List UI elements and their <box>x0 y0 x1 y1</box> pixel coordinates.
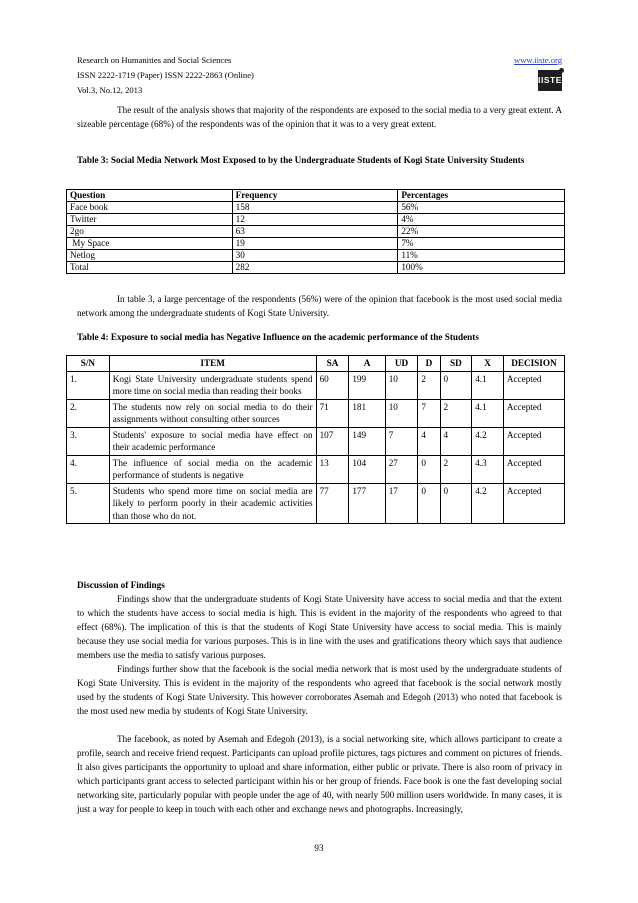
table-cell: 0 <box>440 483 472 524</box>
table-cell: 4. <box>67 455 110 483</box>
table-cell: 60 <box>316 371 349 399</box>
table-cell: 30 <box>232 250 398 262</box>
table-row <box>67 483 565 524</box>
table-row <box>67 214 565 226</box>
logo-dot <box>559 68 564 73</box>
table-cell: Accepted <box>503 427 564 455</box>
table-cell: The students now rely on social media to do their assignments without consulting other sources <box>109 399 316 427</box>
table3-caption: Table 3: Social Media Network Most Exposed to by the Undergraduate Students of Kogi State University Students <box>77 155 525 165</box>
table4-header-item: ITEM <box>109 356 316 372</box>
table-cell: 0 <box>440 371 472 399</box>
paragraph-results: The result of the analysis shows that majority of the respondents are exposed to the social media to a very great extent. A sizeable percentage (68%) of the respondents was of the opinion that it was to a very great extent. <box>77 105 562 129</box>
table-cell: 0 <box>418 483 440 524</box>
table-cell: 7 <box>418 399 440 427</box>
table3 <box>66 189 565 274</box>
table-cell: Accepted <box>503 455 564 483</box>
paragraph-table3-summary: In table 3, a large percentage of the respondents (56%) were of the opinion that facebook is the most used social media network among the undergraduate students of Kogi State University. <box>77 294 562 318</box>
table-cell: 104 <box>349 455 385 483</box>
table-cell: 4.2 <box>472 483 504 524</box>
issn-line: ISSN 2222-1719 (Paper) ISSN 2222-2863 (Online) <box>77 70 254 80</box>
table-cell: Twitter <box>67 214 233 226</box>
table-cell: 282 <box>232 262 398 274</box>
table4-header-sa: SA <box>316 356 349 372</box>
table-cell: Accepted <box>503 483 564 524</box>
table-cell: 63 <box>232 226 398 238</box>
table-cell: Face book <box>67 202 233 214</box>
table-row <box>67 226 565 238</box>
table-cell: 100% <box>398 262 565 274</box>
table-cell: Total <box>67 262 233 274</box>
page-number: 93 <box>314 843 324 853</box>
table-cell: Accepted <box>503 399 564 427</box>
table-cell: 4.1 <box>472 399 504 427</box>
table4-header-a: A <box>349 356 385 372</box>
table-cell: 199 <box>349 371 385 399</box>
table3-header-question: Question <box>67 190 233 202</box>
table4-caption: Table 4: Exposure to social media has Negative Influence on the academic performance of the Students <box>77 332 479 342</box>
table-cell: 2 <box>440 399 472 427</box>
table4 <box>66 355 565 524</box>
table-row <box>67 202 565 214</box>
table4-header-sd: SD <box>440 356 472 372</box>
table-cell: 7 <box>385 427 418 455</box>
table-cell: 4.1 <box>472 371 504 399</box>
table-cell: 71 <box>316 399 349 427</box>
table-cell: Accepted <box>503 371 564 399</box>
journal-title: Research on Humanities and Social Sciences <box>77 55 232 65</box>
table-cell: 3. <box>67 427 110 455</box>
discussion-paragraph-3: The facebook, as noted by Asemah and Edegoh (2013), is a social networking site, which allows participant to create a profile, search and receive friend request. Participants can upload profile pictures, tags pictures and comment on pictures of friends. It also gives participants the opportunity to upload and share information, either public or private. There is also room of privacy in which participants grant access to selected participant within his or her group of friends. Face book is one the fast developing social networking site, particularly popular with people under the age of 40, with nearly 500 million users worldwide. In many cases, it is just a way for people to keep in touch with each other and exchange news and photographs. Increasingly, <box>77 734 562 814</box>
table-cell: 149 <box>349 427 385 455</box>
table-row <box>67 250 565 262</box>
table-cell: 27 <box>385 455 418 483</box>
table-cell: 1. <box>67 371 110 399</box>
table-cell: 158 <box>232 202 398 214</box>
table3-header-row <box>67 190 565 202</box>
table-cell: Kogi State University undergraduate students spend more time on social media than reading their books <box>109 371 316 399</box>
table-cell: 2 <box>418 371 440 399</box>
table-cell: 4 <box>418 427 440 455</box>
table-cell: 4% <box>398 214 565 226</box>
discussion-paragraph-1: Findings show that the undergraduate students of Kogi State University have access to social media and that the extent to which the students have access to social media is high. This is evident in the majority of the respondents who agreed to that effect (68%). The implication of this is that the students of Kogi State University have access to social media. This is mainly because they use social media for various purposes. This is in line with the uses and gratifications theory which says that audience members use the media to satisfy various purposes. <box>77 594 562 660</box>
table-row <box>67 455 565 483</box>
table-cell: Students' exposure to social media have effect on their academic performance <box>109 427 316 455</box>
table4-header-sn: S/N <box>67 356 110 372</box>
discussion-paragraph-2: Findings further show that the facebook is the social media network that is most used by the undergraduate students of Kogi State University. This is evident in the majority of the respondents who agreed that facebook is the social network mostly used by the students of Kogi State University. This however corroborates Asemah and Edegoh (2013) who noted that facebook is the most used new media by students of Kogi State University. <box>77 664 562 716</box>
table-cell: 2 <box>440 455 472 483</box>
table-cell: 4 <box>440 427 472 455</box>
table-cell: 181 <box>349 399 385 427</box>
table4-header-decision: DECISION <box>503 356 564 372</box>
table4-header-x: X <box>472 356 504 372</box>
table-cell: The influence of social media on the academic performance of students is negative <box>109 455 316 483</box>
table4-header-ud: UD <box>385 356 418 372</box>
table-cell: 17 <box>385 483 418 524</box>
table-cell: 2go <box>67 226 233 238</box>
table-row <box>67 427 565 455</box>
volume-line: Vol.3, No.12, 2013 <box>77 85 143 95</box>
table-cell: 177 <box>349 483 385 524</box>
table3-header-percentages: Percentages <box>398 190 565 202</box>
page-header <box>77 53 562 98</box>
table-cell: 12 <box>232 214 398 226</box>
table-cell: 0 <box>418 455 440 483</box>
discussion-heading: Discussion of Findings <box>77 580 165 590</box>
table-cell: 19 <box>232 238 398 250</box>
table-cell: 11% <box>398 250 565 262</box>
iiste-logo <box>538 70 562 91</box>
table-cell: Netlog <box>67 250 233 262</box>
table-cell: 107 <box>316 427 349 455</box>
table-row <box>67 262 565 274</box>
table-cell: 22% <box>398 226 565 238</box>
table-cell: 10 <box>385 399 418 427</box>
table4-header-d: D <box>418 356 440 372</box>
table-cell: My Space <box>67 238 233 250</box>
table-cell: 56% <box>398 202 565 214</box>
table-cell: 4.2 <box>472 427 504 455</box>
table-cell: 2. <box>67 399 110 427</box>
table-cell: Students who spend more time on social media are likely to perform poorly in their academic activities than those who do not. <box>109 483 316 524</box>
table4-header-row <box>67 356 565 372</box>
table-row <box>67 399 565 427</box>
table3-header-frequency: Frequency <box>232 190 398 202</box>
table-cell: 7% <box>398 238 565 250</box>
journal-url-link[interactable]: www.iiste.org <box>514 55 562 65</box>
table-cell: 4.3 <box>472 455 504 483</box>
table-cell: 5. <box>67 483 110 524</box>
logo-text: IISTE <box>538 75 562 85</box>
table-cell: 10 <box>385 371 418 399</box>
table-cell: 13 <box>316 455 349 483</box>
table-row <box>67 371 565 399</box>
table-row <box>67 238 565 250</box>
table-cell: 77 <box>316 483 349 524</box>
